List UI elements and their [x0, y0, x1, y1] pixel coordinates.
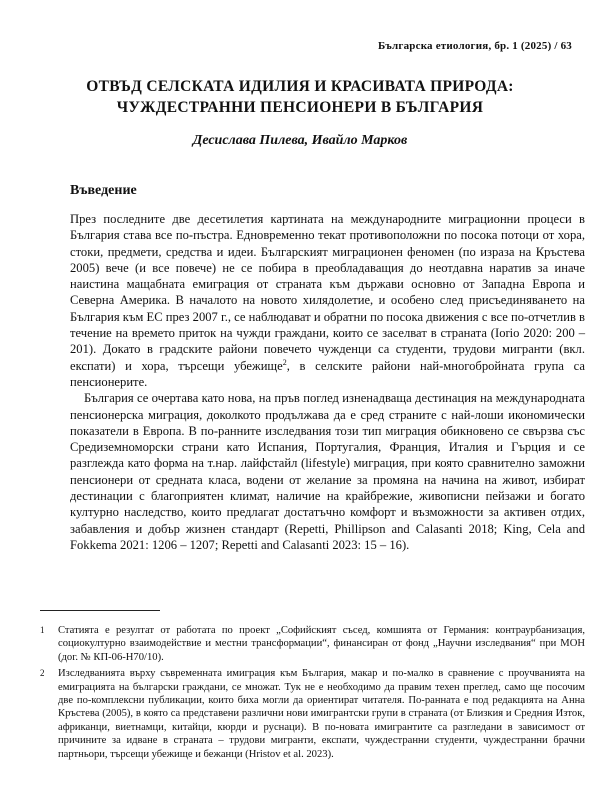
article-authors: Десислава Пилева, Ивайло Марков — [192, 133, 408, 148]
footnotes — [40, 624, 585, 764]
article-title-line-2: ЧУЖДЕСТРАННИ ПЕНСИОНЕРИ В БЪЛГАРИЯ — [116, 99, 484, 116]
footnote-ref-2[interactable]: 2 — [282, 357, 287, 367]
footnote-number: 2 — [40, 668, 45, 679]
footnote-divider — [40, 610, 160, 611]
body-paragraph: През последните две десетилетия картината на международните миграционни процеси в България става все по-пъстра. Едновременно текат противоположни по посока потоци от хора, стоки, предмети, средства и идеи. Българският миграционен феномен (по израза на Кръстева 2005) вече (и все повече) не се побира в преобладаващия до неотдавна наратив за иначе наистина мащабната емиграция от страната към държави основно от Западна Европа и Северна Америка. В началото на новото хилядолетие, и особено след присъединяването на България към ЕС през 2007 г., се наблюдават и обратни по посока движения с все по-отчетлив в течение на времето приток на чужди граждани, които се заселват в страната (Iorio 2020: 200 – 201). Докато в градските райони повечето чужденци са студенти, трудови мигранти (вкл. експати) и хора, търсещи убежище$^2$, в селските райони най-многобройната група са пенсионерите. — [70, 212, 585, 389]
footnote-text: Статията е резултат от работата по проект „Софийският съсед, комшията от Германия: контраурбанизация, социокултурно взаимодействие и местни трансформации“, финансиран от фонд „Научни изследвания“ при МОН (дог. № КП-06-Н70/10). — [58, 625, 585, 663]
article-title-line-1: ОТВЪД СЕЛСКАТА ИДИЛИЯ И КРАСИВАТА ПРИРОДА: — [86, 78, 514, 95]
footnote — [40, 624, 585, 664]
running-head: Българска етиология, бр. 1 (2025) / 63 — [377, 40, 572, 52]
footnote-text: Изследванията върху съвременната имиграция към България, макар и по-малко в сравнение с проучванията на емиграцията на български граждани, се множат. Тук не е необходимо да правим техен преглед, само ще посочим две по-комплексни публикации, които биха могли да ориентират читателя. По-ранната е под редакцията на Анна Кръстева (2005), в която са представени различни нови имигрантски групи в страната (от Близкия и Средния Изток, африканци, виетнамци, китайци, кюрди и руснаци). В по-новата имигрантите са разгледани в зависимост от причините за идване в страната – трудови мигранти, експати, чуждестранни студенти, чуждестранни брачни партньори, търсещи убежище и бежанци (Hristov et al. 2023). — [58, 668, 585, 760]
article-title — [40, 76, 560, 118]
footnote — [40, 667, 585, 761]
footnote-number: 1 — [40, 625, 45, 635]
article-body — [70, 211, 585, 553]
section-heading-introduction: Въведение — [70, 183, 137, 198]
body-paragraph: България се очертава като нова, на пръв поглед изненадваща дестинация на международната пенсионерска миграция, доколкото продължава да е сред страните с най-лоши икономически показатели в Европа. В по-ранните изследвания този тип миграция обикновено се свързва със Средиземноморски страни като Испания, Португалия, Франция, Италия и Гърция и се разглежда като форма на т.нар. лайфстайл (lifestyle) миграция, при която сравнително заможни пенсионери от средната класа, водени от желание за промяна на начина на живот, избират дестинации с благоприятен климат, наличие на крайбрежие, живописни пейзажи и богато културно наследство, които предлагат достатъчно комфорт и възможности за активен отдих, забавления и добър жизнен стандарт (Repetti, Phillipson and Calasanti 2018; King, Cela and Fokkema 2021: 1206 – 1207; Repetti and Calasanti 2023: 15 – 16). — [70, 391, 585, 552]
